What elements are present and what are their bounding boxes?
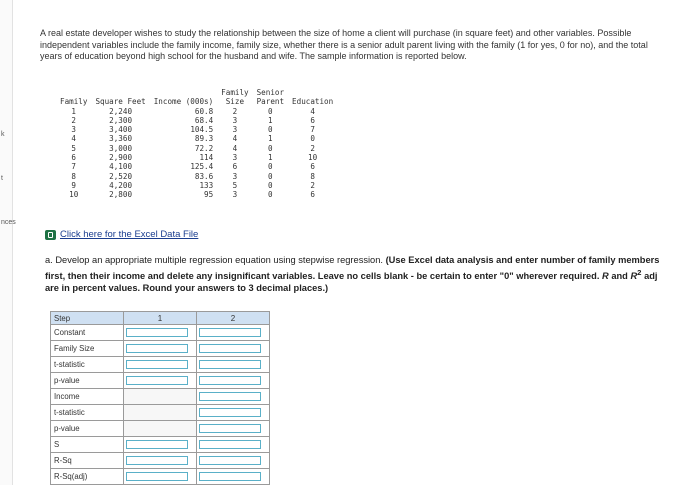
answer-row xyxy=(51,421,270,437)
answer-cell xyxy=(124,373,197,389)
answer-cell xyxy=(197,405,270,421)
excel-file-icon xyxy=(45,230,56,240)
question-a: a. Develop an appropriate multiple regression equation using stepwise regression. (Use Excel data analysis and enter number of family members first, then their income and delete any insignificant variables. Leave no cells blank - be certain to enter "0" wherever required. R and $R^2$ adj are in percent values. Round your answers to 3 decimal places.) xyxy=(45,255,660,293)
answer-row-label: t-statistic xyxy=(51,405,124,421)
sidebar-fragment: k xyxy=(1,131,5,138)
cell-family-size: 5 xyxy=(232,180,238,190)
answer-input-step-1[interactable] xyxy=(126,376,188,385)
cell-family-size: 6 xyxy=(232,162,238,172)
answer-input-step-2[interactable] xyxy=(199,456,261,465)
data-row xyxy=(56,144,337,153)
cell-family-size: 3 xyxy=(232,171,238,181)
step-column-2: 2 xyxy=(197,312,270,325)
answer-input-step-2[interactable] xyxy=(199,376,261,385)
cell-senior-parent: 1 xyxy=(268,115,273,125)
col-header-square-feet: Square Feet xyxy=(95,97,146,107)
answer-row-label: p-value xyxy=(51,421,124,437)
cell-square-feet: 3,000 xyxy=(109,143,133,153)
answer-row-label: Family Size xyxy=(51,341,124,357)
answer-input-step-2[interactable] xyxy=(199,392,261,401)
col-header-education: Education xyxy=(292,97,334,107)
cell-family: 4 xyxy=(71,134,76,144)
cell-family: 10 xyxy=(69,190,79,200)
answer-input-step-1[interactable] xyxy=(126,472,188,481)
answer-cell xyxy=(197,469,270,485)
answer-input-step-2[interactable] xyxy=(199,408,261,417)
cell-income: 95 xyxy=(204,190,214,200)
answer-row-label: t-statistic xyxy=(51,357,124,373)
cell-senior-parent: 0 xyxy=(268,180,273,190)
data-row xyxy=(56,190,337,199)
answer-cell-blank xyxy=(124,421,197,437)
cell-income: 72.2 xyxy=(194,143,214,153)
data-row xyxy=(56,116,337,125)
answer-row xyxy=(51,469,270,485)
cell-education: 4 xyxy=(310,106,315,116)
cell-education: 7 xyxy=(310,125,315,135)
data-row xyxy=(56,107,337,116)
answer-input-step-2[interactable] xyxy=(199,328,261,337)
cell-family: 8 xyxy=(71,171,76,181)
cell-family: 3 xyxy=(71,125,76,135)
cell-family: 6 xyxy=(71,153,76,163)
cell-square-feet: 4,200 xyxy=(109,180,133,190)
cell-square-feet: 4,100 xyxy=(109,162,133,172)
answer-cell xyxy=(124,357,197,373)
answer-cell xyxy=(197,453,270,469)
cell-senior-parent: 0 xyxy=(268,143,273,153)
cell-family-size: 2 xyxy=(232,106,238,116)
answer-row xyxy=(51,389,270,405)
answer-row-label: Constant xyxy=(51,325,124,341)
answer-input-step-1[interactable] xyxy=(126,344,188,353)
cell-income: 68.4 xyxy=(194,115,214,125)
answer-cell xyxy=(197,389,270,405)
col-header-family-size: Family Size xyxy=(221,88,249,107)
cell-square-feet: 3,400 xyxy=(109,125,133,135)
excel-data-link[interactable] xyxy=(45,229,198,240)
answer-row-label: p-value xyxy=(51,373,124,389)
answer-row xyxy=(51,373,270,389)
cell-education: 8 xyxy=(310,171,315,181)
answer-input-step-2[interactable] xyxy=(199,424,261,433)
answer-row-label: R-Sq(adj) xyxy=(51,469,124,485)
answer-row xyxy=(51,357,270,373)
data-row xyxy=(56,153,337,162)
cell-square-feet: 3,360 xyxy=(109,134,133,144)
cell-education: 0 xyxy=(310,134,315,144)
left-sidebar-strip xyxy=(0,0,16,485)
answer-input-step-2[interactable] xyxy=(199,440,261,449)
col-header-senior-parent: Senior Parent xyxy=(256,88,285,107)
answer-header-row xyxy=(51,312,270,325)
cell-family-size: 3 xyxy=(232,190,238,200)
answer-input-step-1[interactable] xyxy=(126,328,188,337)
cell-family-size: 4 xyxy=(232,134,238,144)
answer-cell xyxy=(197,357,270,373)
cell-senior-parent: 0 xyxy=(268,162,273,172)
sidebar-fragment: nces xyxy=(1,219,16,226)
cell-education: 6 xyxy=(310,162,315,172)
cell-square-feet: 2,240 xyxy=(109,106,133,116)
cell-family-size: 3 xyxy=(232,115,238,125)
answer-cell xyxy=(197,437,270,453)
answer-row xyxy=(51,453,270,469)
cell-senior-parent: 0 xyxy=(268,171,273,181)
answer-input-step-1[interactable] xyxy=(126,440,188,449)
cell-income: 83.6 xyxy=(194,171,214,181)
answer-cell xyxy=(124,453,197,469)
excel-link-text[interactable]: Click here for the Excel Data File xyxy=(60,229,199,240)
cell-senior-parent: 0 xyxy=(268,125,273,135)
data-row xyxy=(56,125,337,134)
cell-family: 9 xyxy=(71,180,76,190)
cell-square-feet: 2,900 xyxy=(109,153,133,163)
answer-cell xyxy=(197,325,270,341)
answer-row-label: Income xyxy=(51,389,124,405)
cell-senior-parent: 0 xyxy=(268,106,273,116)
answer-input-step-2[interactable] xyxy=(199,472,261,481)
cell-square-feet: 2,300 xyxy=(109,115,133,125)
problem-intro: A real estate developer wishes to study the relationship between the size of home a client will purchase (in square feet) and other variables. Possible independent variables include the family income, family size, whether there is a senior adult parent living with the family (1 for yes, 0 for no), and the total years of education beyond high school for the husband and wife. The sample information is reported below. xyxy=(40,28,648,61)
cell-family-size: 4 xyxy=(232,143,238,153)
answer-cell xyxy=(197,421,270,437)
data-row xyxy=(56,162,337,171)
answer-input-step-2[interactable] xyxy=(199,344,261,353)
cell-income: 133 xyxy=(199,180,214,190)
answer-cell xyxy=(124,325,197,341)
answer-input-step-1[interactable] xyxy=(126,456,188,465)
col-header-income: Income (000s) xyxy=(153,97,214,107)
cell-square-feet: 2,520 xyxy=(109,171,133,181)
cell-family: 2 xyxy=(71,115,76,125)
cell-education: 6 xyxy=(310,190,315,200)
cell-education: 10 xyxy=(308,153,318,163)
sample-data-table xyxy=(56,88,337,200)
cell-income: 89.3 xyxy=(194,134,214,144)
answer-row xyxy=(51,325,270,341)
answer-cell xyxy=(197,373,270,389)
answer-row-label: S xyxy=(51,437,124,453)
cell-senior-parent: 1 xyxy=(268,153,273,163)
cell-income: 114 xyxy=(199,153,214,163)
cell-education: 2 xyxy=(310,143,315,153)
cell-senior-parent: 1 xyxy=(268,134,273,144)
answer-row-label: R-Sq xyxy=(51,453,124,469)
cell-family: 1 xyxy=(71,106,76,116)
answer-row xyxy=(51,437,270,453)
answer-cell-blank xyxy=(124,389,197,405)
cell-income: 125.4 xyxy=(190,162,214,172)
cell-income: 60.8 xyxy=(194,106,214,116)
answer-cell xyxy=(124,469,197,485)
stepwise-answer-table xyxy=(50,311,270,485)
cell-education: 2 xyxy=(310,180,315,190)
answer-input-step-1[interactable] xyxy=(126,360,188,369)
cell-family-size: 3 xyxy=(232,125,238,135)
col-header-family: Family xyxy=(60,97,88,107)
cell-family-size: 3 xyxy=(232,153,238,163)
sidebar-fragment: t xyxy=(1,175,3,182)
answer-input-step-2[interactable] xyxy=(199,360,261,369)
answer-cell xyxy=(124,341,197,357)
step-header: Step xyxy=(51,312,124,325)
cell-family: 5 xyxy=(71,143,76,153)
step-column-1: 1 xyxy=(124,312,197,325)
cell-income: 104.5 xyxy=(190,125,214,135)
cell-square-feet: 2,800 xyxy=(109,190,133,200)
cell-senior-parent: 0 xyxy=(268,190,273,200)
answer-row xyxy=(51,405,270,421)
cell-education: 6 xyxy=(310,115,315,125)
answer-cell xyxy=(124,437,197,453)
answer-cell-blank xyxy=(124,405,197,421)
data-row xyxy=(56,181,337,190)
answer-cell xyxy=(197,341,270,357)
answer-row xyxy=(51,341,270,357)
data-row xyxy=(56,134,337,143)
cell-family: 7 xyxy=(71,162,76,172)
data-row xyxy=(56,172,337,181)
